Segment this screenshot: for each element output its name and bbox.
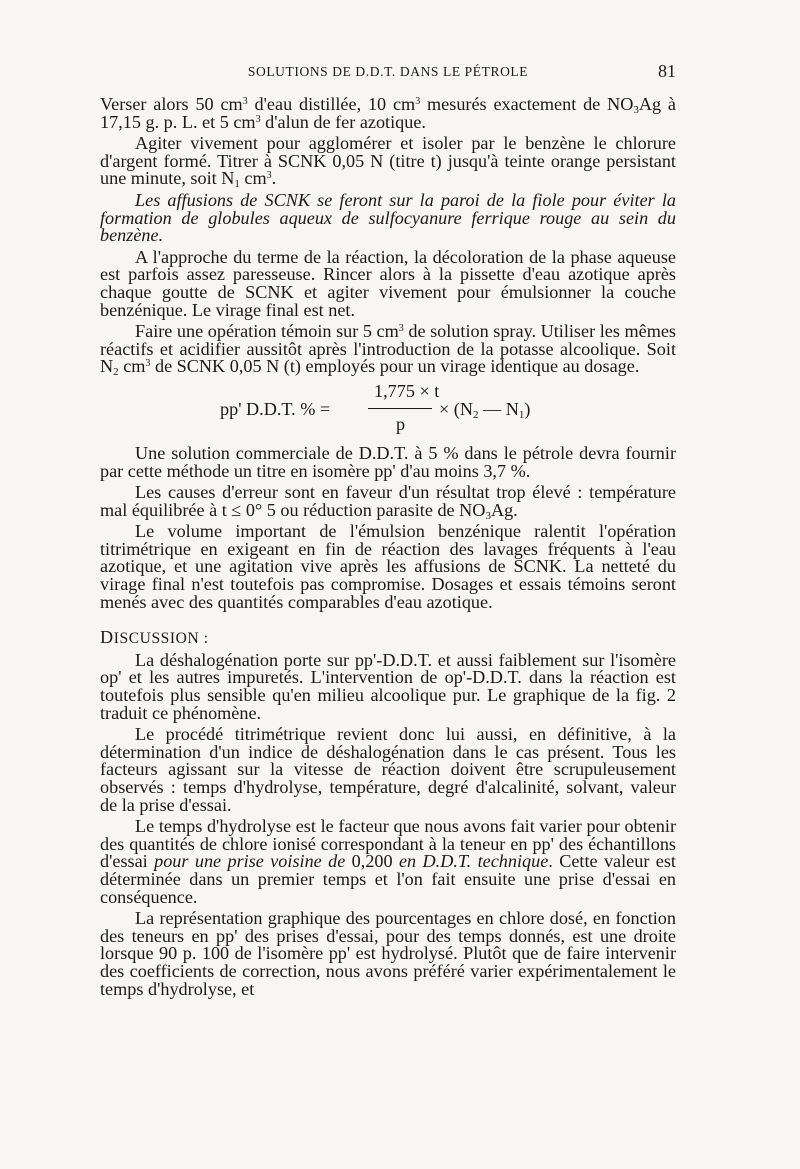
paragraph-2: Agiter vivement pour agglomérer et isoler par le benzène le chlorure d'argent formé. Titrer à SCNK 0,05 N (titre t) jusqu'à teinte orange persistant une minute, soit $N_1$ $cm^3$. <box>100 133 676 191</box>
paragraph-11: Le temps d'hydrolyse est le facteur que nous avons fait varier pour obtenir des quantités de chlore ionisé correspondant à la teneur en pp' des échantillons d'essai pour une prise voisine de 0,200 en D.D.T. technique. Cette valeur est déterminée dans un premier temps et l'on fait ensuite une prise d'essai en conséquence. <box>100 816 676 907</box>
paragraph-4: A l'approche du terme de la réaction, la décoloration de la phase aqueuse est parfois assez paresseuse. Rincer alors à la pissette d'eau azotique après chaque goutte de SCNK et agiter vivement pour émulsionner la couche benzénique. Le virage final est net. <box>100 246 676 320</box>
paragraph-12: La représentation graphique des pourcentages en chlore dosé, en fonction des teneurs en pp' des prises d'essai, pour des temps donnés, est une droite lorsque 90 p. 100 de l'isomère pp' est hydrolysé. Plutôt que de faire intervenir des coefficients de correction, nous avons préféré varier expérimentalement le temps d'hydrolyse, et <box>100 908 676 999</box>
formula-lhs: pp' D.D.T. % = <box>220 398 331 419</box>
body-text <box>100 96 676 998</box>
paragraph-10: Le procédé titrimétrique revient donc lui aussi, en définitive, à la détermination d'un indice de déshalogénation dans le cas présent. Tous les facteurs agissant sur la vitesse de réaction doivent être scrupuleusement observés : temps d'hydrolyse, température, degré d'alcalinité, solvant, valeur de la prise d'essai. <box>100 724 676 815</box>
paragraph-8: Le volume important de l'émulsion benzénique ralentit l'opération titrimétrique en exigeant en fin de réaction des lavages fréquents à l'eau azotique, et une agitation vive après les affusions de SCNK. La netteté du virage final n'est toutefois pas compromise. Dosages et essais témoins seront menés avec des quantités comparables d'eau azotique. <box>100 521 676 612</box>
formula <box>100 380 676 439</box>
paragraph-5: Faire une opération témoin sur 5 $cm^3$ de solution spray. Utiliser les mêmes réactifs et acidifier aussitôt après l'introduction de la potasse alcoolique. Soit $N_2$ $cm^3$ de SCNK 0,05 N (t) employés pour un virage identique au dosage. <box>100 321 676 379</box>
running-title: SOLUTIONS DE D.D.T. DANS LE PÉTROLE <box>247 64 529 79</box>
paragraph-1: Verser alors 50 $cm^3$ d'eau distillée, 10 $cm^3$ mesurés exactement de $NO_3Ag$ à 17,15 g. p. L. et 5 $cm^3$ d'alun de fer azotique. <box>100 94 676 132</box>
paragraph-3-italic: Les affusions de SCNK se feront sur la paroi de la fiole pour éviter la formation de globules aqueux de sulfocyanure ferrique rouge au sein du benzène. <box>100 189 676 246</box>
fraction-bar <box>368 408 432 409</box>
paragraph-9: La déshalogénation porte sur pp'-D.D.T. et aussi faiblement sur l'isomère op' et les autres impuretés. L'intervention de op'-D.D.T. dans la réaction est toutefois plus sensible qu'en milieu alcoolique pur. Le graphique de la fig. 2 traduit ce phénomène. <box>100 649 676 723</box>
formula-denominator: p <box>396 413 406 434</box>
formula-rhs: × ($N_2$ — $N_1$) <box>439 398 531 421</box>
paragraph-6: Une solution commerciale de D.D.T. à 5 % dans le pétrole devra fournir par cette méthode un titre en isomère pp' d'au moins 3,7 %. <box>100 442 676 481</box>
page-header <box>100 62 676 86</box>
page-number: 81 <box>658 61 676 81</box>
section-heading-discussion: DISCUSSION : <box>100 627 209 648</box>
paragraph-7: Les causes d'erreur sont en faveur d'un résultat trop élevé : température mal équilibrée à t ≤ 0° 5 ou réduction parasite de $NO_3Ag$. <box>100 482 676 522</box>
formula-numerator: 1,775 × t <box>374 380 440 401</box>
